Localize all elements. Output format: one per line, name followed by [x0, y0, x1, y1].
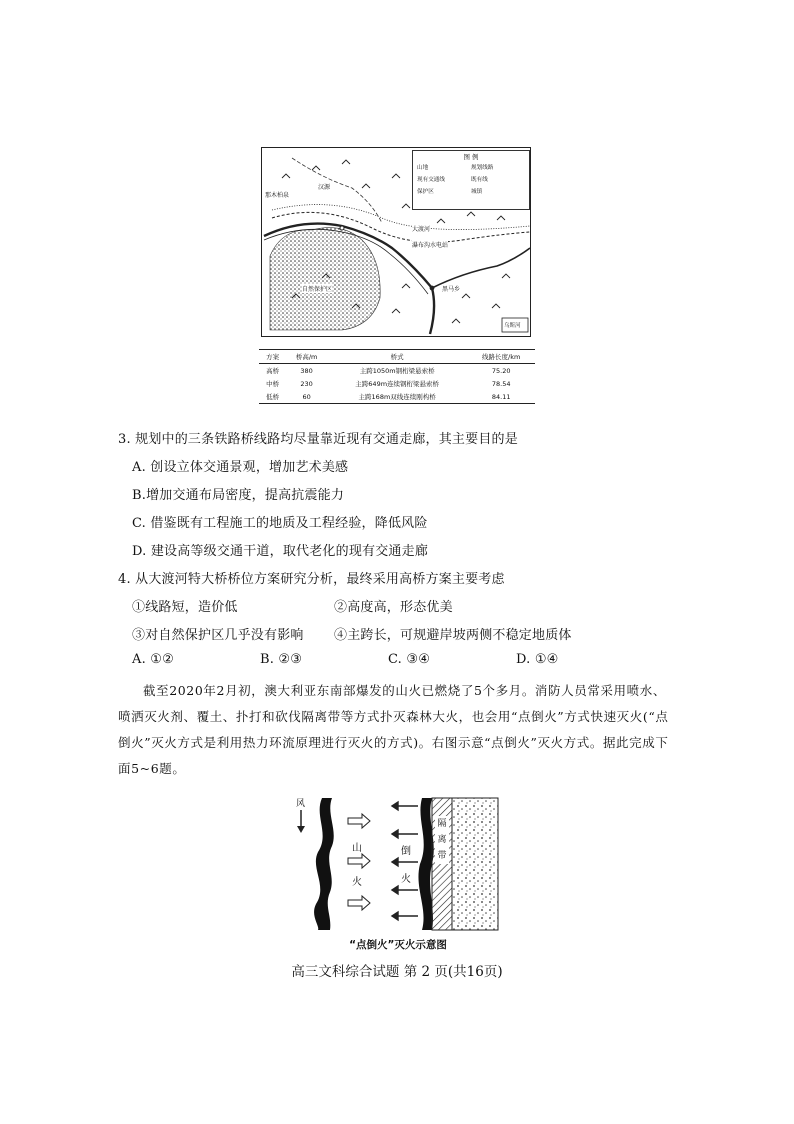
table-cell: 380 [300, 366, 313, 375]
map-place-label: 那木柏泉 [265, 192, 290, 199]
question-4-choice-a: A. ①② [132, 652, 174, 667]
table-cell: 主跨1050m钢桁梁悬索桥 [359, 367, 435, 375]
wildfire-label: 山火 [352, 843, 362, 888]
table-cell: 中桥 [266, 380, 280, 388]
page-footer: 高三文科综合试题 第 2 页(共16页) [291, 964, 503, 980]
question-4-stem: 4. 从大渡河特大桥桥位方案研究分析，最终采用高桥方案主要考虑 [118, 572, 505, 587]
table-header-row [259, 350, 535, 364]
map-place-label: 乌斯河 [504, 323, 521, 329]
table-cell: 60 [286, 390, 327, 404]
figure-caption: “点倒火”灭火示意图 [349, 939, 447, 951]
question-3-option-d: D. 建设高等级交通干道，取代老化的现有交通走廊 [132, 544, 429, 559]
table-row [259, 377, 535, 390]
bridge-scheme-table [259, 349, 535, 404]
table-header-cell: 桥式 [327, 350, 467, 364]
question-4-item-2: ②高度高，形态优美 [334, 600, 453, 615]
legend-item: 规划线路 [471, 165, 494, 171]
question-3-option-b: B.增加交通布局密度，提高抗震能力 [132, 488, 345, 503]
table-cell: 230 [300, 379, 313, 388]
map-zone-label: 自然保护区 [302, 286, 333, 293]
firebreak-label: 隔离带 [435, 816, 449, 864]
map-place-label: 瀑布沟水电站 [412, 242, 449, 249]
table-cell: 84.11 [467, 390, 535, 404]
table-header-cell: 线路长度/km [467, 350, 535, 364]
map-place-label: 大渡河 [412, 226, 431, 233]
table-cell: 主跨649m连续钢桁梁悬索桥 [355, 380, 440, 388]
map-figure [261, 147, 531, 337]
passage-text: 截至2020年2月初，澳大利亚东南部爆发的山火已燃烧了5个多月。消防人员常采用喷水、喷洒灭火剂、覆土、扑打和砍伐隔离带等方式扑灭森林大火，也会用“点倒火”方式快速灭火(“点倒火”灭火方式是利用热力环流原理进行灭火的方式)。右图示意“点倒火”灭火方式。据此完成下面5~6题。 [118, 683, 669, 776]
legend-item: 城镇 [471, 189, 483, 195]
backfire-label: 倒火 [401, 846, 411, 885]
legend-item: 既有线 [471, 177, 488, 183]
question-4-item-1: ①线路短，造价低 [132, 600, 238, 615]
legend-item: 现有交通线 [417, 177, 445, 183]
map-legend [412, 150, 530, 210]
legend-item: 山地 [417, 165, 429, 171]
question-3-option-a: A. 创设立体交通景观，增加艺术美感 [132, 460, 349, 475]
question-4-choice-d: D. ①④ [516, 652, 559, 667]
backfire-diagram [296, 796, 500, 932]
table-header-cell: 桥高/m [286, 350, 327, 364]
legend-item: 保护区 [417, 189, 434, 195]
table-cell: 75.20 [491, 366, 511, 375]
map-place-label: 汉源 [318, 184, 331, 191]
map-place-label: 黑马乡 [442, 286, 461, 293]
table-cell: 主跨168m双线连续刚构桥 [327, 390, 467, 404]
table-row [259, 364, 535, 378]
legend-title: 图 例 [463, 153, 479, 161]
table-row [259, 390, 535, 404]
wind-label: 风 [296, 799, 306, 809]
question-4-item-4: ④主跨长，可规避岸坡两侧不稳定地质体 [334, 628, 572, 643]
question-3-stem: 3. 规划中的三条铁路桥线路均尽量靠近现有交通走廊，其主要目的是 [118, 432, 518, 447]
backfire-drawing [296, 796, 500, 932]
question-4-choice-b: B. ②③ [260, 652, 303, 667]
question-4-choice-c: C. ③④ [388, 652, 431, 667]
table-cell: 低桥 [259, 390, 286, 404]
table-cell: 78.54 [491, 379, 511, 388]
question-3-option-c: C. 借鉴既有工程施工的地质及工程经验，降低风险 [132, 516, 428, 531]
table-cell: 高桥 [266, 367, 280, 375]
table-header-cell: 方案 [259, 350, 286, 364]
wind-arrow-icon [297, 810, 305, 833]
question-4-item-3: ③对自然保护区几乎没有影响 [132, 628, 304, 643]
